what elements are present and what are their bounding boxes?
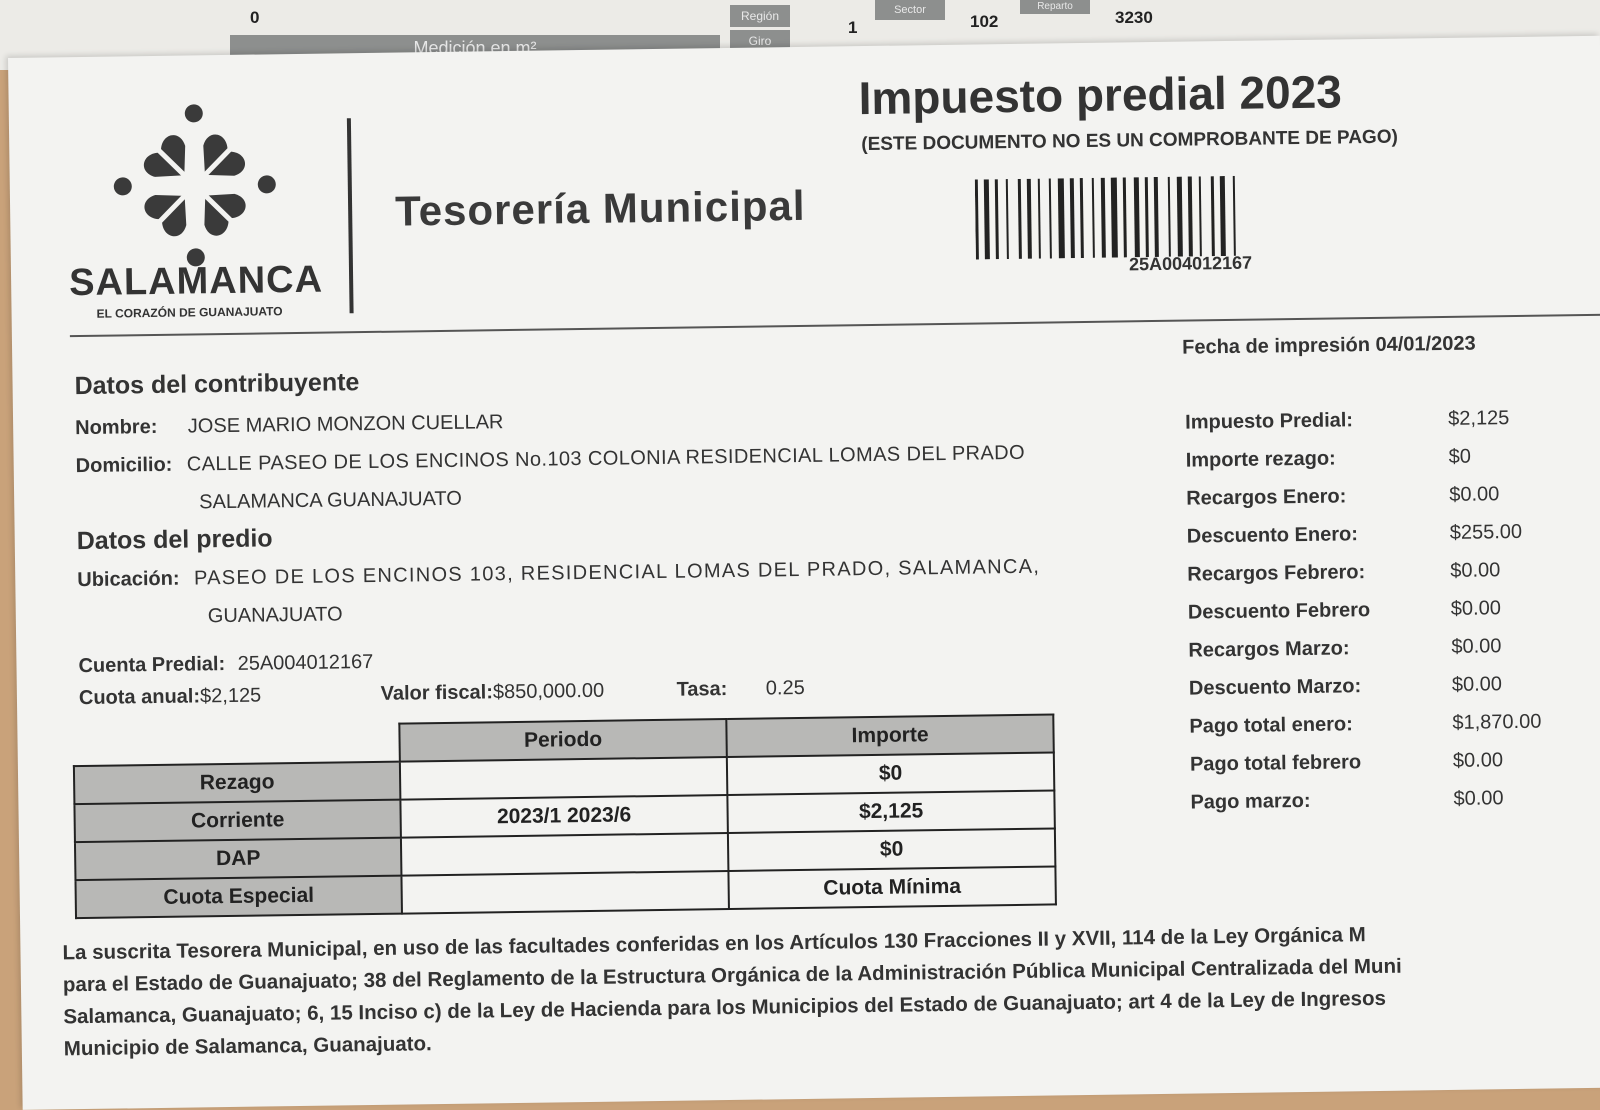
summary-label: Impuesto Predial: (1185, 409, 1354, 434)
domicilio-value-1: CALLE PASEO DE LOS ENCINOS No.103 COLONIA RESIDENCIAL LOMAS DEL PRADO (186, 441, 1026, 476)
summary-label: Recargos Febrero: (1187, 561, 1366, 586)
back-region-bar: Región (730, 5, 790, 27)
brand-tagline: EL CORAZÓN DE GUANAJUATO (96, 304, 283, 321)
domicilio-row (76, 442, 1026, 478)
legal-line: Municipio de Salamanca, Guanajuato. (63, 1032, 432, 1061)
summary-label: Descuento Marzo: (1188, 675, 1362, 700)
summary-label: Recargos Marzo: (1188, 637, 1350, 662)
row-concepto: Rezago (74, 762, 400, 805)
legal-line: para el Estado de Guanajuato; 38 del Reglamento de la Estructura Orgánica de la Administración Pública Municipal Centralizada del Muni (62, 954, 1402, 997)
back-reparto-bar: Reparto (1020, 0, 1090, 14)
summary-label: Recargos Enero: (1186, 485, 1347, 510)
brand-name: SALAMANCA (68, 258, 324, 305)
summary-value: $0.00 (1453, 787, 1504, 810)
summary-value: $0.00 (1450, 559, 1501, 582)
nombre-label: Nombre: (75, 415, 158, 440)
summary-label: Importe rezago: (1185, 447, 1336, 472)
cuenta-value: 25A004012167 (237, 650, 374, 675)
back-sector-bar: Sector (875, 0, 945, 20)
ubicacion-value-1: PASEO DE LOS ENCINOS 103, RESIDENCIAL LOMAS DEL PRADO, SALAMANCA, (193, 555, 1041, 590)
barcode-icon (975, 174, 1406, 260)
back-giro-bar: Giro (730, 30, 790, 52)
print-date-label: Fecha de impresión (1182, 334, 1371, 359)
summary-value: $0.00 (1452, 749, 1504, 772)
back-num-1: 1 (848, 18, 858, 37)
row-periodo: 2023/1 2023/6 (400, 795, 727, 838)
section-contribuyente: Datos del contribuyente (74, 368, 360, 401)
print-date-value: 04/01/2023 (1375, 332, 1476, 356)
row-periodo (400, 757, 727, 800)
summary-value: $255.00 (1449, 520, 1523, 544)
cuenta-label: Cuenta Predial: (78, 653, 226, 678)
summary-value: $0 (1448, 445, 1472, 468)
ubicacion-row (77, 556, 1040, 592)
tasa-value: 0.25 (765, 676, 805, 700)
row-concepto: DAP (75, 838, 401, 881)
column-header-importe: Importe (726, 714, 1053, 757)
document-notice: (ESTE DOCUMENTO NO ES UN COMPROBANTE DE PAGO) (861, 126, 1398, 156)
summary-label: Descuento Enero: (1186, 523, 1359, 548)
back-num-3230: 3230 (1115, 8, 1153, 27)
row-importe: $0 (727, 752, 1054, 795)
domicilio-value-2: SALAMANCA GUANAJUATO (199, 487, 463, 514)
summary-value: $0.00 (1451, 635, 1502, 658)
row-importe: $0 (728, 828, 1055, 871)
valor-label: Valor fiscal: (380, 681, 494, 705)
row-periodo (401, 833, 728, 876)
domicilio-label: Domicilio: (75, 453, 173, 478)
office-name: Tesorería Municipal (394, 181, 806, 235)
summary-label: Descuento Febrero (1187, 599, 1371, 624)
row-concepto: Cuota Especial (75, 876, 401, 919)
ubicacion-value-2: GUANAJUATO (207, 603, 343, 628)
document-title: Impuesto predial 2023 (858, 65, 1343, 125)
column-header-periodo: Periodo (399, 719, 726, 762)
summary-label: Pago total enero: (1189, 713, 1353, 738)
back-zero: 0 (250, 8, 260, 27)
back-measure-bar: Medición en m² (230, 35, 720, 61)
summary-value: $0.00 (1450, 597, 1502, 620)
tax-document (8, 36, 1600, 1110)
section-predio: Datos del predio (76, 524, 273, 556)
cuota-row (79, 677, 805, 710)
summary-value: $0.00 (1451, 673, 1503, 696)
row-periodo (401, 871, 728, 914)
summary-label: Pago total febrero (1189, 751, 1362, 776)
cuenta-row (78, 651, 373, 678)
tasa-label: Tasa: (676, 678, 728, 701)
table-corner (73, 724, 399, 767)
summary-value: $2,125 (1448, 407, 1510, 430)
summary-value: $0.00 (1449, 483, 1500, 506)
cuota-value: $2,125 (199, 684, 262, 708)
legal-line: La suscrita Tesorera Municipal, en uso de las facultades conferidas en los Artículos 130 Fracciones II y XVII, 114 de la Ley Orgánica M (62, 923, 1366, 965)
legal-line: Salamanca, Guanajuato; 6, 15 Inciso c) de la Ley de Hacienda para los Municipios del Estado de Guanajuato; art 4 de la Ley de Ingresos (63, 986, 1387, 1029)
nombre-row (75, 411, 504, 440)
row-concepto: Corriente (74, 800, 400, 843)
back-num-102: 102 (970, 12, 999, 31)
print-date (1182, 333, 1476, 360)
valor-value: $850,000.00 (492, 679, 605, 704)
summary-value: $1,870.00 (1452, 710, 1542, 734)
cuota-label: Cuota anual: (78, 685, 201, 710)
ubicacion-label: Ubicación: (77, 567, 180, 592)
summary-label: Pago marzo: (1190, 789, 1311, 814)
header-divider (347, 118, 354, 313)
period-table (72, 713, 1057, 919)
row-importe: Cuota Mínima (728, 866, 1055, 909)
row-importe: $2,125 (727, 790, 1054, 833)
barcode-number: 25A004012167 (1128, 252, 1253, 275)
nombre-value: JOSE MARIO MONZON CUELLAR (187, 411, 504, 438)
legal-footer (62, 916, 1600, 1065)
